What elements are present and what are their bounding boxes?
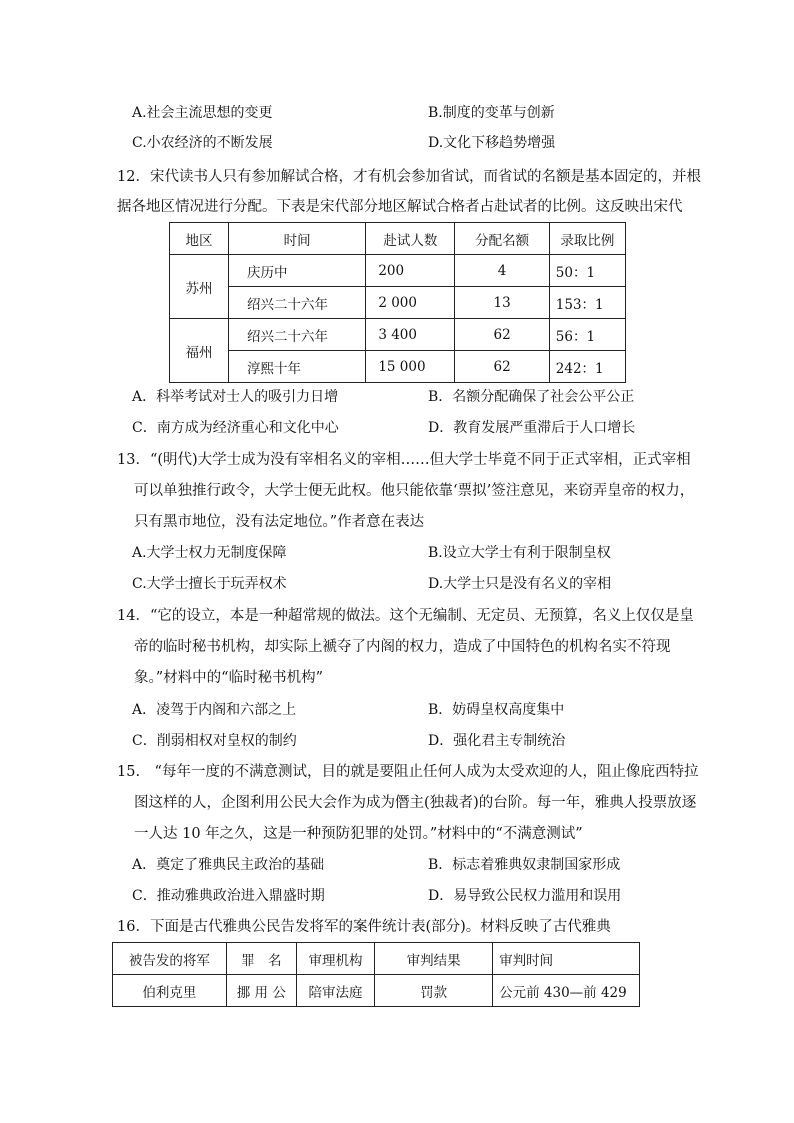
quota-cell: 62: [455, 319, 549, 351]
q12-table-header: [170, 223, 626, 255]
q16-table-header: [113, 943, 640, 975]
q12-option-d: D．教育发展严重滞后于人口增长: [428, 420, 636, 436]
q11-option-b: B.制度的变革与创新: [428, 105, 555, 121]
table-row: [170, 255, 626, 287]
q15-option-c: C．推动雅典政治进入鼎盛时期: [132, 888, 325, 904]
q12-option-b: B．名额分配确保了社会公平公正: [428, 389, 635, 405]
time-cell: 绍兴二十六年: [229, 287, 366, 319]
verdict-cell: 罚款: [375, 975, 493, 1007]
quota-cell: 62: [455, 351, 549, 383]
time-cell: 淳熙十年: [229, 351, 366, 383]
q12-stem-line-1: 12．宋代读书人只有参加解试合格，才有机会参加省试，而省试的名额是基本固定的，并根: [117, 169, 701, 185]
charge-cell: 挪 用 公: [226, 975, 296, 1007]
q14-option-c: C．削弱相权对皇权的制约: [132, 733, 297, 749]
general-cell: 伯利克里: [113, 975, 227, 1007]
header-cell: 录取比例: [549, 223, 625, 255]
q13-option-d: D.大学士只是没有名义的宰相: [428, 576, 612, 592]
applicants-cell: 2 000: [366, 287, 455, 319]
ratio-cell: 50：1: [549, 255, 625, 287]
q12-option-a: A．科举考试对士人的吸引力日增: [132, 389, 339, 405]
ratio-cell: 153：1: [549, 287, 625, 319]
q13-option-b: B.设立大学士有利于限制皇权: [428, 545, 611, 561]
q15-stem-line-1: 15. “每年一度的不满意测试，目的就是要阻止任何人成为太受欢迎的人，阻止像庇西特拉: [117, 764, 699, 780]
q11-option-a: A.社会主流思想的变更: [132, 105, 273, 121]
q12-option-c: C．南方成为经济重心和文化中心: [132, 420, 339, 436]
q13-stem-line-2: 可以单独推行政令，大学士便无此权。他只能依靠‘票拟’签注意见，来窃弄皇帝的权力，: [134, 483, 695, 499]
date-cell: 公元前 430—前 429: [493, 975, 640, 1007]
q14-stem-line-2: 帝的临时秘书机构，却实际上褫夺了内阁的权力，造成了中国特色的机构名实不符现: [134, 639, 671, 655]
q12-stem-line-2: 据各地区情况进行分配。下表是宋代部分地区解试合格者占赴试者的比例。这反映出宋代: [117, 199, 683, 215]
header-cell: 审理机构: [296, 943, 374, 975]
q16-table: [112, 942, 640, 1007]
header-cell: 被告发的将军: [113, 943, 227, 975]
q14-option-d: D．强化君主专制统治: [428, 733, 566, 749]
table-row: [170, 287, 626, 319]
table-row: [113, 975, 640, 1007]
header-cell: 罪 名: [226, 943, 296, 975]
q13-option-a: A.大学士权力无制度保障: [132, 545, 287, 561]
header-cell: 审判结果: [375, 943, 493, 975]
q13-stem-line-1: 13．“(明代)大学士成为没有宰相名义的宰相……但大学士毕竟不同于正式宰相，正式宰相: [117, 452, 691, 468]
q11-option-d: D.文化下移趋势增强: [428, 135, 556, 151]
quota-cell: 4: [455, 255, 549, 287]
region-cell: 苏州: [170, 255, 229, 319]
q15-stem-line-2: 图这样的人，企图利用公民大会作为成为僭主(独裁者)的台阶。每一年，雅典人投票放逐: [134, 795, 697, 811]
q15-option-d: D．易导致公民权力滥用和误用: [428, 888, 622, 904]
q13-stem-line-3: 只有黑市地位，没有法定地位。”作者意在表达: [134, 514, 425, 530]
q15-option-a: A．奠定了雅典民主政治的基础: [132, 857, 325, 873]
q15-option-b: B．标志着雅典奴隶制国家形成: [428, 857, 621, 873]
header-cell: 审判时间: [493, 943, 640, 975]
applicants-cell: 200: [366, 255, 455, 287]
table-row: [170, 319, 626, 351]
q12-table: [169, 222, 626, 383]
q14-option-b: B．妨碍皇权高度集中: [428, 702, 565, 718]
ratio-cell: 56：1: [549, 319, 625, 351]
header-cell: 时间: [229, 223, 366, 255]
time-cell: 庆历中: [229, 255, 366, 287]
ratio-cell: 242：1: [549, 351, 625, 383]
q13-option-c: C.大学士擅长于玩弄权术: [132, 576, 287, 592]
applicants-cell: 15 000: [366, 351, 455, 383]
header-cell: 地区: [170, 223, 229, 255]
header-cell: 分配名额: [455, 223, 549, 255]
applicants-cell: 3 400: [366, 319, 455, 351]
header-cell: 赴试人数: [366, 223, 455, 255]
q14-stem-line-1: 14．“它的设立，本是一种超常规的做法。这个无编制、无定员、无预算，名义上仅仅是皇: [117, 608, 694, 624]
court-cell: 陪审法庭: [296, 975, 374, 1007]
q14-option-a: A．凌驾于内阁和六部之上: [132, 702, 297, 718]
q15-stem-line-3: 一人达 10 年之久，这是一种预防犯罪的处罚。”材料中的“不满意测试”: [134, 826, 583, 842]
time-cell: 绍兴二十六年: [229, 319, 366, 351]
table-row: [170, 351, 626, 383]
q16-stem: 16．下面是古代雅典公民告发将军的案件统计表(部分)。材料反映了古代雅典: [117, 919, 611, 935]
q14-stem-line-3: 象。”材料中的“临时秘书机构”: [134, 670, 323, 686]
region-cell: 福州: [170, 319, 229, 383]
q11-option-c: C.小农经济的不断发展: [132, 135, 273, 151]
quota-cell: 13: [455, 287, 549, 319]
